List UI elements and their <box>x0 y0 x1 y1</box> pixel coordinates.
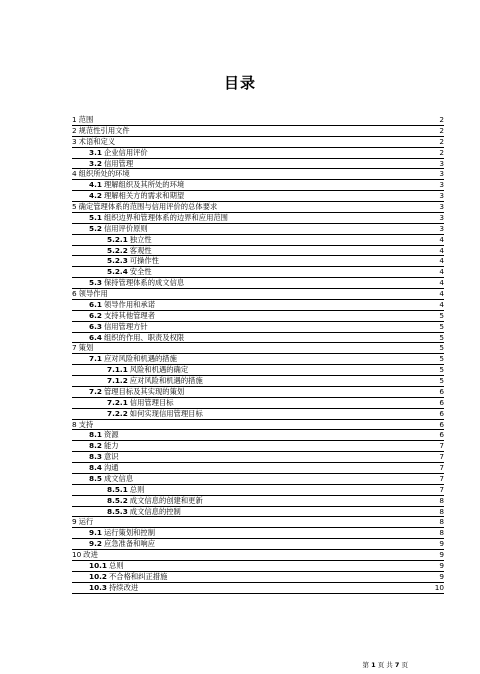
toc-entry-number: 5.2.2 <box>107 245 128 255</box>
toc-entry-title: 领导作用 <box>78 289 108 298</box>
toc-entry-number: 8.3 <box>89 452 102 462</box>
toc-entry-title: 术语和定义 <box>78 136 116 146</box>
toc-entry[interactable] <box>72 213 444 224</box>
toc-entry-number: 9.2 <box>89 539 102 549</box>
toc-entry-page: 2 <box>439 136 444 146</box>
toc-entry-title: 改进 <box>83 550 98 559</box>
toc-entry[interactable] <box>72 550 444 561</box>
toc-entry-title: 确定管理体系的范围与信用评价的总体要求 <box>78 202 218 211</box>
toc-entry-title: 信用管理 <box>103 158 134 168</box>
toc-entry[interactable] <box>72 159 444 170</box>
toc-entry-page: 5 <box>439 343 444 353</box>
page-footer <box>363 660 408 669</box>
toc-entry[interactable] <box>72 246 444 257</box>
toc-entry-title: 信用评价原则 <box>103 223 148 233</box>
toc-entry-number: 10.1 <box>89 560 108 570</box>
toc-entry-title: 能力 <box>103 441 119 451</box>
toc-entry-number: 7.1 <box>89 354 102 364</box>
toc-entry-title: 运行策划和控制 <box>103 528 156 538</box>
toc-entry-number: 7 <box>72 343 77 353</box>
toc-entry-title: 规范性引用文件 <box>78 125 130 135</box>
toc-entry-title: 风险和机遇的确定 <box>129 365 189 375</box>
toc-entry-number: 7.1.1 <box>107 365 128 375</box>
toc-entry[interactable] <box>72 572 444 583</box>
toc-entry[interactable] <box>72 539 444 550</box>
toc-entry-number: 5.3 <box>89 278 102 288</box>
toc-entry-title: 应对风险和机遇的措施 <box>103 354 177 364</box>
toc-entry-page: 5 <box>439 321 444 331</box>
toc-entry-number: 9 <box>72 517 77 527</box>
toc-entry-title: 支持其他管理者 <box>103 310 156 320</box>
toc-entry[interactable] <box>72 561 444 572</box>
toc-entry-page: 5 <box>439 310 444 320</box>
toc-entry-number: 5.2 <box>89 223 102 233</box>
toc-entry-page: 4 <box>439 234 444 244</box>
toc-entry-title: 意识 <box>103 452 119 462</box>
toc-entry[interactable] <box>72 235 444 246</box>
toc-entry-title: 成文信息的控制 <box>129 506 181 516</box>
toc-entry[interactable] <box>72 485 444 496</box>
toc-entry-title: 持续改进 <box>109 582 139 592</box>
toc-entry-title: 支持 <box>78 419 94 429</box>
toc-entry-title: 组织所处的环境 <box>78 169 130 179</box>
toc-entry-number: 5 <box>72 202 77 211</box>
toc-entry-title: 可操作性 <box>129 256 159 266</box>
toc-entry-page: 8 <box>439 495 444 505</box>
toc-entry[interactable] <box>72 398 444 409</box>
toc-entry-number: 6.3 <box>89 321 102 331</box>
toc-entry-page: 2 <box>439 115 444 124</box>
toc-entry-number: 8 <box>72 419 77 429</box>
toc-entry[interactable] <box>72 507 444 518</box>
toc-entry-page: 6 <box>439 430 444 440</box>
toc-entry[interactable] <box>72 365 444 376</box>
toc-entry-number: 6.1 <box>89 299 102 309</box>
toc-entry-title: 策划 <box>78 343 94 353</box>
toc-entry-number: 4.2 <box>89 191 102 201</box>
toc-entry-page: 9 <box>439 539 444 549</box>
toc-entry[interactable] <box>72 289 444 300</box>
toc-entry-page: 7 <box>439 484 444 494</box>
toc-entry[interactable] <box>72 267 444 278</box>
toc-entry-title: 应急准备和响应 <box>103 539 156 549</box>
toc-entry[interactable] <box>72 322 444 333</box>
toc-entry[interactable] <box>72 169 444 180</box>
toc-entry-title: 成文信息 <box>103 473 134 483</box>
toc-entry-title: 总则 <box>129 484 145 494</box>
toc-entry-page: 4 <box>439 245 444 255</box>
toc-entry-title: 组织的作用、职责及权限 <box>103 332 185 342</box>
toc-entry-page: 5 <box>439 354 444 364</box>
toc-entry-number: 8.2 <box>89 441 102 451</box>
toc-entry-number: 5.2.4 <box>107 267 128 277</box>
toc-entry-title: 企业信用评价 <box>103 147 148 157</box>
footer-total-pages: 7 <box>394 661 400 669</box>
footer-suffix: 页 <box>401 661 408 669</box>
toc-entry-page: 6 <box>439 419 444 429</box>
toc-entry-title: 沟通 <box>103 463 119 472</box>
toc-entry-page: 4 <box>439 299 444 309</box>
toc-entry-number: 10 <box>72 550 82 559</box>
toc-entry[interactable] <box>72 256 444 267</box>
toc-entry[interactable] <box>72 474 444 485</box>
toc-entry[interactable] <box>72 278 444 289</box>
footer-mid: 页 共 <box>377 661 393 669</box>
toc-entry-page: 3 <box>439 169 444 179</box>
toc-entry[interactable] <box>72 441 444 452</box>
toc-entry-page: 3 <box>439 212 444 222</box>
toc-entry[interactable] <box>72 430 444 441</box>
toc-entry-page: 4 <box>439 256 444 266</box>
footer-prefix: 第 <box>362 661 370 669</box>
toc-entry-title: 运行 <box>78 517 94 527</box>
toc-entry-title: 领导作用和承诺 <box>103 299 156 309</box>
table-of-contents <box>72 115 444 594</box>
toc-entry-title: 理解相关方的需求和期望 <box>103 191 185 201</box>
toc-entry-title: 组织边界和管理体系的边界和应用范围 <box>103 212 228 222</box>
toc-entry-number: 7.1.2 <box>107 376 128 385</box>
toc-entry-number: 1 <box>72 115 77 124</box>
toc-entry-number: 8.5.1 <box>107 484 128 494</box>
toc-entry-page: 9 <box>439 571 444 581</box>
toc-entry-number: 8.5.3 <box>107 506 128 516</box>
toc-entry[interactable] <box>72 115 444 126</box>
toc-entry[interactable] <box>72 148 444 159</box>
toc-entry-number: 6 <box>72 289 77 298</box>
toc-entry[interactable] <box>72 409 444 420</box>
footer-page-number: 1 <box>371 661 376 669</box>
toc-entry-page: 6 <box>439 386 444 396</box>
toc-entry[interactable] <box>72 387 444 398</box>
toc-entry[interactable] <box>72 528 444 539</box>
toc-entry-page: 3 <box>439 202 444 211</box>
toc-entry-title: 客观性 <box>129 245 152 255</box>
toc-entry-title: 管理目标及其实现的策划 <box>103 386 185 396</box>
toc-entry[interactable] <box>72 300 444 311</box>
toc-entry-page: 6 <box>439 408 444 418</box>
toc-entry-number: 5.1 <box>89 212 102 222</box>
toc-entry[interactable] <box>72 191 444 202</box>
toc-entry[interactable] <box>72 126 444 137</box>
toc-entry-number: 10.2 <box>89 571 108 581</box>
toc-entry-page: 2 <box>439 125 444 135</box>
toc-entry-number: 8.5 <box>89 473 102 483</box>
toc-entry-number: 8.1 <box>89 430 102 440</box>
toc-entry-title: 如何实现信用管理目标 <box>129 408 203 418</box>
toc-entry-page: 5 <box>439 365 444 375</box>
toc-entry-number: 4.1 <box>89 180 102 190</box>
toc-entry-page: 6 <box>439 397 444 407</box>
toc-entry-page: 9 <box>439 550 444 559</box>
toc-entry-page: 3 <box>439 223 444 233</box>
toc-entry[interactable] <box>72 452 444 463</box>
toc-entry-page: 8 <box>439 528 444 538</box>
toc-entry[interactable] <box>72 517 444 528</box>
toc-entry[interactable] <box>72 496 444 507</box>
toc-entry-page: 9 <box>439 560 444 570</box>
toc-entry-number: 7.2.1 <box>107 397 128 407</box>
toc-entry-number: 5.2.1 <box>107 234 128 244</box>
toc-entry-page: 4 <box>439 278 444 288</box>
toc-entry[interactable] <box>72 137 444 148</box>
toc-entry[interactable] <box>72 202 444 213</box>
toc-entry-number: 6.2 <box>89 310 102 320</box>
toc-entry-title: 不合格和纠正措施 <box>109 571 168 581</box>
toc-entry[interactable] <box>72 180 444 191</box>
toc-entry-title: 成文信息的创建和更新 <box>129 495 203 505</box>
toc-entry-page: 7 <box>439 463 444 472</box>
toc-entry[interactable] <box>72 463 444 474</box>
toc-entry-page: 5 <box>439 376 444 385</box>
toc-entry-number: 3.2 <box>89 158 102 168</box>
toc-entry-number: 4 <box>72 169 77 179</box>
toc-entry-number: 10.3 <box>89 582 108 592</box>
toc-entry-page: 3 <box>439 158 444 168</box>
toc-entry-number: 7.2 <box>89 386 102 396</box>
toc-entry-title: 总则 <box>109 560 124 570</box>
toc-entry-title: 范围 <box>78 115 94 124</box>
toc-entry-number: 8.5.2 <box>107 495 128 505</box>
toc-entry-number: 9.1 <box>89 528 102 538</box>
toc-entry-number: 5.2.3 <box>107 256 128 266</box>
toc-entry-page: 8 <box>439 506 444 516</box>
toc-entry-page: 4 <box>439 289 444 298</box>
toc-entry[interactable] <box>72 583 444 594</box>
toc-entry-page: 3 <box>439 180 444 190</box>
toc-entry-title: 资源 <box>103 430 119 440</box>
toc-entry-title: 独立性 <box>129 234 152 244</box>
toc-entry[interactable] <box>72 343 444 354</box>
toc-entry-number: 3.1 <box>89 147 102 157</box>
toc-entry-title: 信用管理目标 <box>129 397 174 407</box>
toc-entry-page: 3 <box>439 191 444 201</box>
toc-entry-page: 7 <box>439 473 444 483</box>
toc-entry-title: 理解组织及其所处的环境 <box>103 180 185 190</box>
toc-entry-page: 10 <box>434 582 444 592</box>
toc-entry-number: 6.4 <box>89 332 102 342</box>
toc-entry-number: 8.4 <box>89 463 102 472</box>
toc-entry-page: 4 <box>439 267 444 277</box>
toc-entry-title: 安全性 <box>129 267 152 277</box>
toc-entry[interactable] <box>72 420 444 431</box>
toc-entry-title: 信用管理方针 <box>103 321 148 331</box>
toc-entry-page: 7 <box>439 452 444 462</box>
toc-entry[interactable] <box>72 333 444 344</box>
toc-entry[interactable] <box>72 224 444 235</box>
toc-entry-title: 保持管理体系的成文信息 <box>103 278 185 288</box>
toc-entry-number: 7.2.2 <box>107 408 128 418</box>
toc-entry-number: 3 <box>72 136 77 146</box>
toc-entry-page: 7 <box>439 441 444 451</box>
toc-entry[interactable] <box>72 311 444 322</box>
toc-entry-title: 应对风险和机遇的措施 <box>129 376 203 385</box>
toc-entry-page: 5 <box>439 332 444 342</box>
toc-entry-page: 8 <box>439 517 444 527</box>
toc-entry-page: 2 <box>439 147 444 157</box>
page-title: 目录 <box>223 74 256 92</box>
toc-entry[interactable] <box>72 354 444 365</box>
toc-entry[interactable] <box>72 376 444 387</box>
toc-entry-number: 2 <box>72 125 77 135</box>
